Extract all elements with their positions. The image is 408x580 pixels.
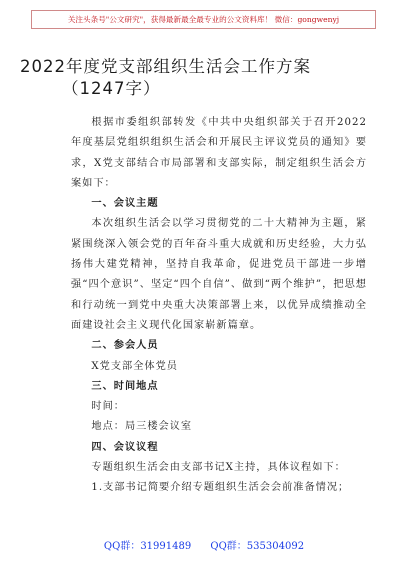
section-heading-agenda: 四、会议议程 <box>91 441 159 453</box>
agenda-item-1: 1.支部书记简要介绍专题组织生活会会前准备情况； <box>91 482 350 494</box>
agenda-intro-paragraph: 专题组织生活会由支部书记X主持，具体议程如下： <box>91 462 346 474</box>
qq-group-2: QQ群：535304092 <box>210 541 305 552</box>
section-heading-attendees: 二、参会人员 <box>91 340 159 352</box>
section-heading-time-place: 三、时间地点 <box>91 380 159 392</box>
title-line-1: 2022年度党支部组织生活会工作方案 <box>20 57 311 76</box>
time-paragraph: 时间： <box>91 401 125 413</box>
title-line-2: （1247字） <box>62 79 161 98</box>
document-title <box>20 56 390 100</box>
intro-paragraph: 根据市委组织部转发《中共中央组织部关于召开2022年度基层党组织组织生活会和开展民主评议党员的通知》要求，X党支部结合市局部署和支部实际，制定组织生活会方案如下： <box>71 117 367 189</box>
document-body <box>71 113 367 499</box>
promo-banner: 关注头条号"公文研究"，获得最新最全最专业的公文资料库！ 微信：gongwenyj <box>31 10 376 29</box>
topic-paragraph: 本次组织生活会以学习贯彻党的二十大精神为主题，紧紧围绕深入领会党的百年奋斗重大成就和历史经验，大力弘扬伟大建党精神，坚持自我革命，促进党员干部进一步增强“四个意识”、坚定“四个自信”、做到“两个维护”，把思想和行动统一到党中央重大决策部署上来，以优异成绩推动全面建设社会主义现代化国家崭新篇章。 <box>71 218 367 331</box>
attendees-paragraph: X党支部全体党员 <box>91 360 178 372</box>
qq-footer <box>0 537 408 552</box>
place-paragraph: 地点：局三楼会议室 <box>91 421 193 433</box>
section-heading-topic: 一、会议主题 <box>91 198 159 210</box>
qq-group-1: QQ群：31991489 <box>103 541 192 552</box>
